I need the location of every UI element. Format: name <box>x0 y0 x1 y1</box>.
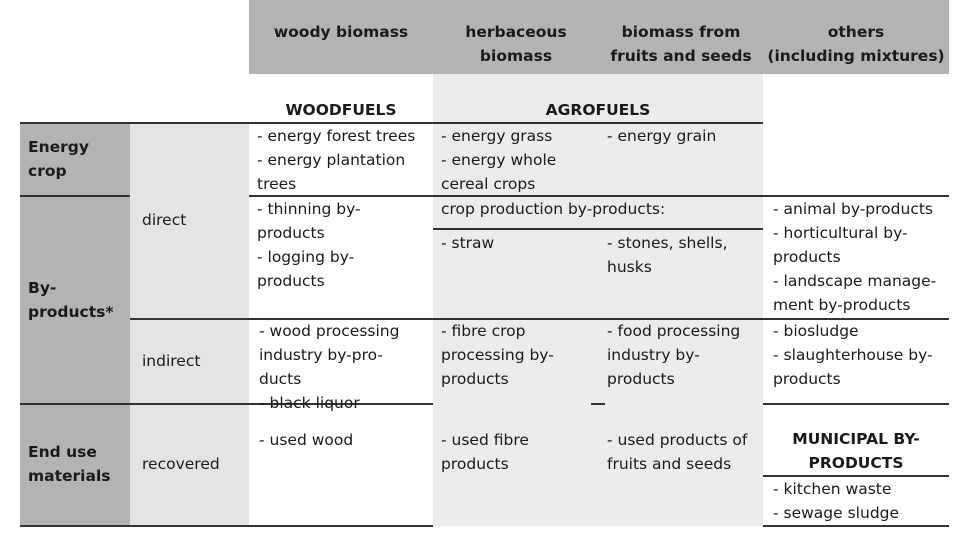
list-item: fruits and seeds <box>607 455 732 473</box>
list-item: husks <box>607 258 652 276</box>
list-item: - energy forest trees <box>257 127 416 145</box>
cell-indirect-others <box>763 319 949 391</box>
rule-bottom <box>20 525 433 527</box>
list-item: - biosludge <box>773 322 859 340</box>
list-item: - used fibre <box>441 431 529 449</box>
list-item: - slaughterhouse by- <box>773 346 933 364</box>
row-header-energy-crop-line2: crop <box>28 162 67 180</box>
list-item: - straw <box>441 234 495 252</box>
cell-recovered-fruits <box>599 428 763 476</box>
cell-direct-crop-header: crop production by-products: <box>441 200 666 218</box>
column-header-fruits-line1: biomass from <box>621 23 741 41</box>
group-agrofuels: AGROFUELS <box>545 101 651 119</box>
cell-indirect-herbaceous <box>433 319 599 391</box>
list-item: - used wood <box>259 431 354 449</box>
row-header-enduse-line2: materials <box>28 467 111 485</box>
list-item: processing by- <box>441 346 554 364</box>
list-item: - food processing <box>607 322 741 340</box>
cell-direct-woody <box>249 197 433 293</box>
group-municipal-line2: PRODUCTS <box>808 454 904 472</box>
cell-energy-crop-woody <box>249 124 433 196</box>
column-header-herbaceous-line1: herbaceous <box>465 23 567 41</box>
row-header-byproducts-line1: By- <box>28 279 57 297</box>
list-item: products <box>607 370 675 388</box>
row-header-byproducts-line2: products* <box>28 303 114 321</box>
group-woodfuels: WOODFUELS <box>285 101 397 119</box>
list-item: industry by- <box>607 346 700 364</box>
list-item: products <box>773 248 841 266</box>
list-item: - wood processing <box>259 322 400 340</box>
list-item: - energy grass <box>441 127 553 145</box>
cell-indirect-woody <box>249 319 433 415</box>
list-item: - horticultural by- <box>773 224 908 242</box>
cell-direct-herbaceous <box>433 231 599 255</box>
column-header-others <box>763 0 949 74</box>
list-item: - kitchen waste <box>773 480 892 498</box>
row-header-energy-crop <box>20 135 130 183</box>
row-header-byproducts <box>20 276 130 324</box>
rule-bottom-right <box>763 525 949 527</box>
list-item: - animal by-products <box>773 200 934 218</box>
list-item: products <box>441 370 509 388</box>
list-item: products <box>773 370 841 388</box>
list-item: cereal crops <box>441 175 536 193</box>
rule-indirect-right <box>763 403 949 405</box>
row-header-energy-crop-line1: Energy <box>28 138 89 156</box>
list-item: products <box>441 455 509 473</box>
rule-energy-crop <box>20 195 130 197</box>
list-item: - energy grain <box>607 127 717 145</box>
cell-energy-crop-fruits <box>599 124 763 148</box>
cell-direct-fruits <box>599 231 763 279</box>
list-item: - energy whole <box>441 151 557 169</box>
column-header-woody-label: woody biomass <box>273 23 409 41</box>
list-item: - black liquor <box>259 394 360 412</box>
row-header-enduse-line1: End use <box>28 443 97 461</box>
list-item: - thinning by- <box>257 200 361 218</box>
group-municipal <box>763 427 949 475</box>
list-item: - stones, shells, <box>607 234 728 252</box>
row-header-enduse <box>20 440 130 488</box>
list-item: - used products of <box>607 431 748 449</box>
column-header-others-line2: (including mixtures) <box>767 47 945 65</box>
column-header-herbaceous-line2: biomass <box>479 47 553 65</box>
row-subheader-recovered: recovered <box>142 455 220 473</box>
cell-direct-others <box>763 197 949 317</box>
cell-recovered-woody <box>249 428 433 452</box>
column-header-fruits-line2: fruits and seeds <box>610 47 752 65</box>
rule-crop-header <box>433 228 763 230</box>
list-item: products <box>257 224 325 242</box>
list-item: ment by-products <box>773 296 911 314</box>
column-header-others-line1: others <box>827 23 885 41</box>
column-header-herbaceous <box>433 0 599 74</box>
cell-energy-crop-herbaceous <box>433 124 599 196</box>
list-item: - energy plantation <box>257 151 406 169</box>
list-item: products <box>257 272 325 290</box>
list-item: industry by-pro-ducts <box>259 346 383 388</box>
list-item: - fibre crop <box>441 322 526 340</box>
list-item: - logging by- <box>257 248 355 266</box>
rule-indirect-tick <box>591 403 605 405</box>
column-header-woody <box>249 0 433 74</box>
list-item: - landscape manage- <box>773 272 937 290</box>
cell-recovered-others <box>763 477 949 525</box>
list-item: - sewage sludge <box>773 504 900 522</box>
row-subheader-direct: direct <box>142 211 187 229</box>
row-subheader-indirect: indirect <box>142 352 201 370</box>
cell-indirect-fruits <box>599 319 763 391</box>
list-item: trees <box>257 175 297 193</box>
cell-recovered-herbaceous <box>433 428 599 476</box>
column-header-fruits <box>599 0 763 74</box>
group-municipal-line1: MUNICIPAL BY- <box>792 430 920 448</box>
